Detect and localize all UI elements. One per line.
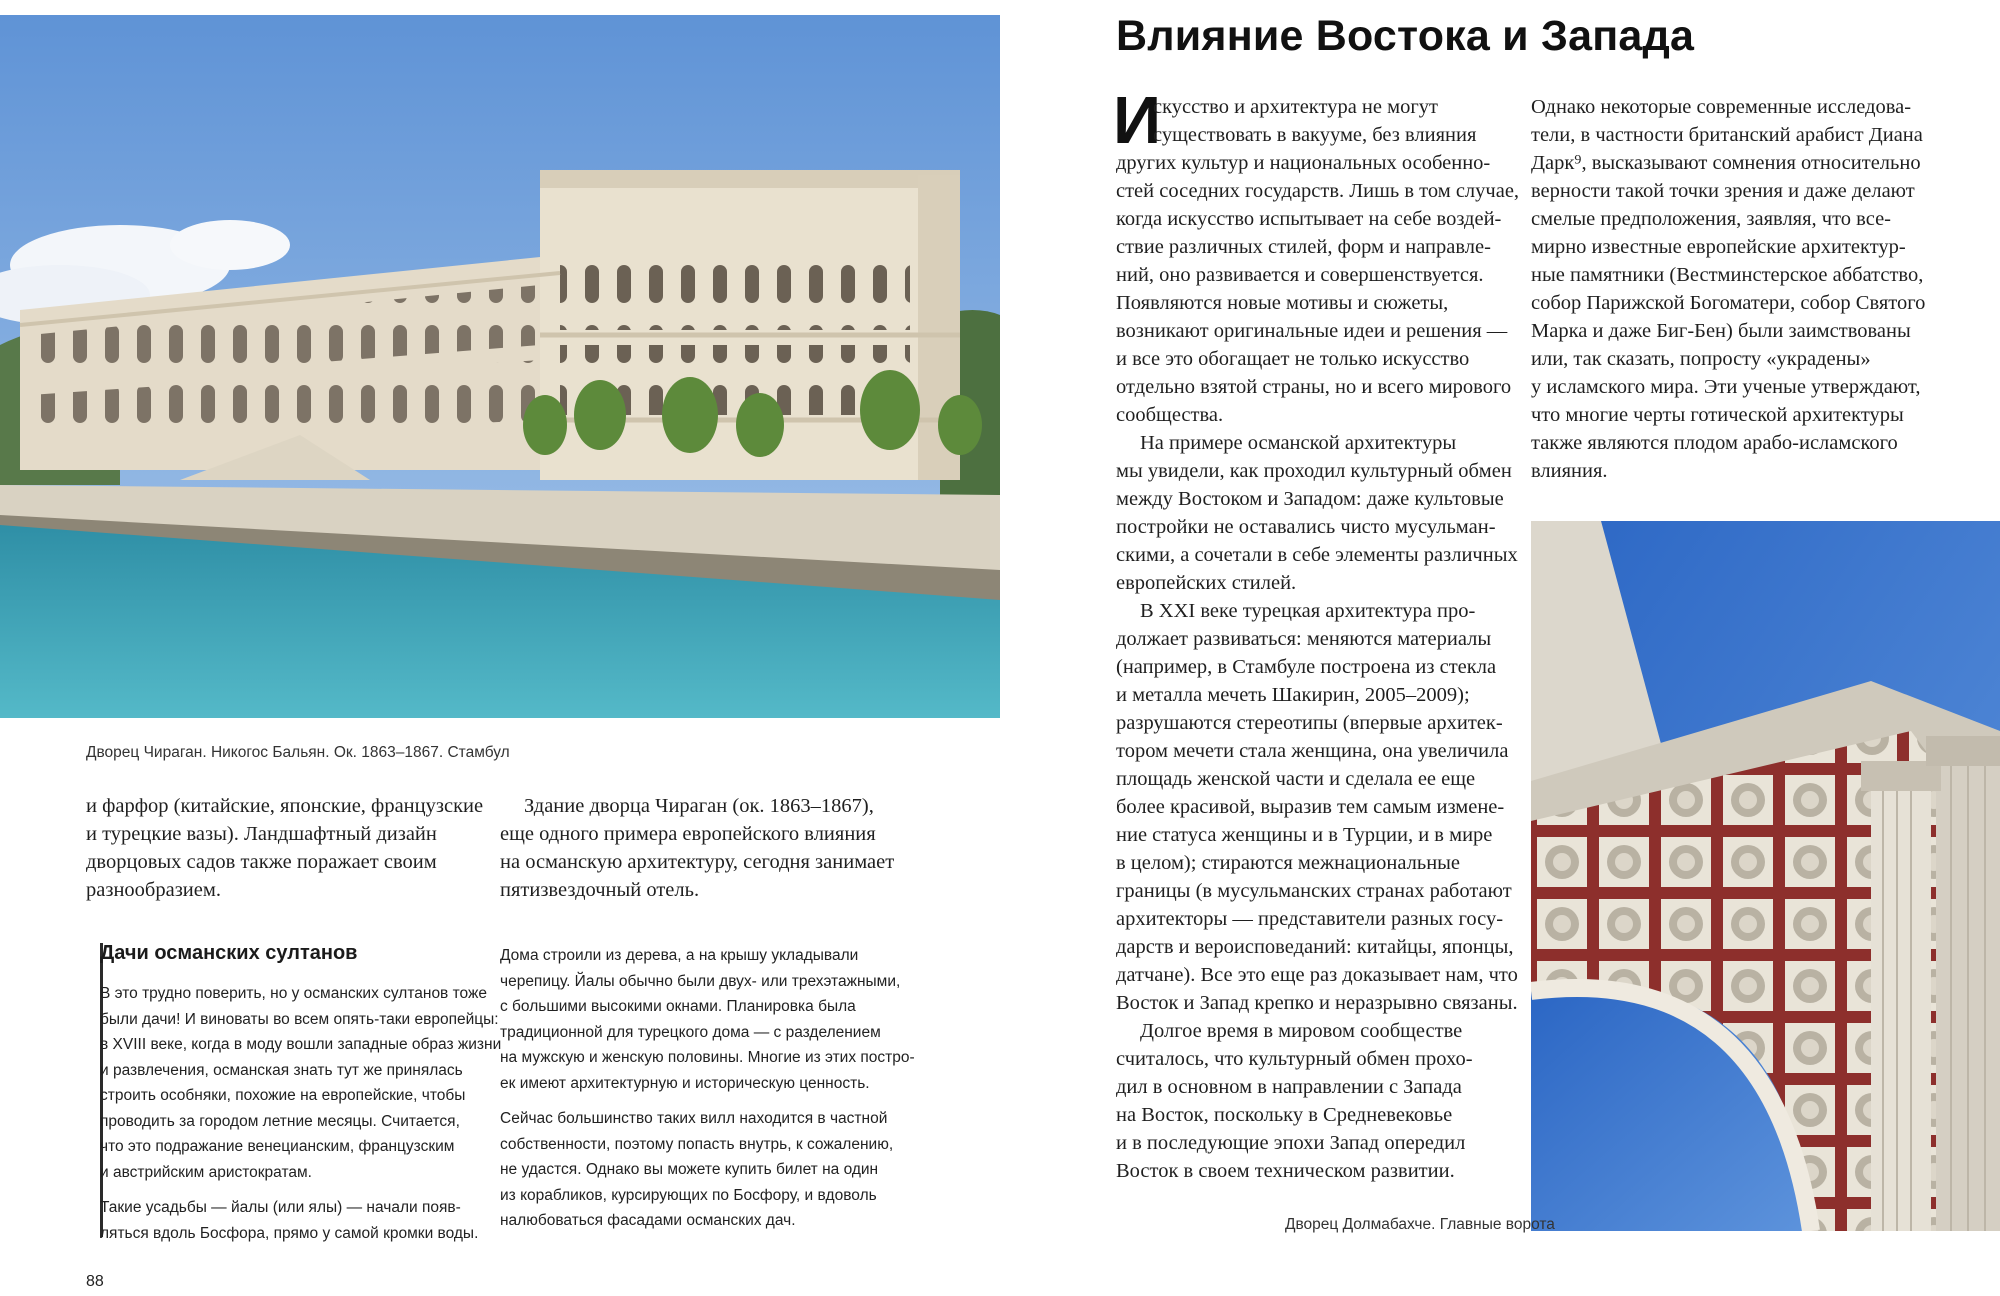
text-line: были дачи! И виноваты во всем опять-таки европейцы: [100, 1010, 499, 1028]
text-line: и фарфор (китайские, японские, французские [86, 795, 484, 817]
text-line: проводить за городом летние месяцы. Считается, [100, 1112, 460, 1130]
text-line: что многие черты готической архитектуры [1531, 404, 1904, 426]
text-line: Появляются новые мотивы и сюжеты, [1116, 292, 1449, 314]
photo-caption-left: Дворец Чираган. Никогос Бальян. Ок. 1863–1867. Стамбул [86, 744, 510, 761]
ciragan-palace-photo [0, 15, 1000, 718]
text-line: скими, а сочетали в себе элементы различных [1116, 544, 1518, 566]
text-line: дарств и вероисповеданий: китайцы, японцы, [1116, 936, 1514, 958]
text-line: Восток и Запад крепко и неразрывно связаны. [1116, 992, 1518, 1014]
text-line: считалось, что культурный обмен прохо- [1116, 1048, 1473, 1070]
text-line: тором мечети стала женщина, она увеличила [1116, 740, 1509, 762]
text-line: и австрийским аристократам. [100, 1163, 312, 1181]
text-line: черепицу. Йалы обычно были двух- или трехэтажными, [500, 972, 901, 990]
text-line: скусство и архитектура не могут [1153, 96, 1438, 118]
text-line: и развлечения, османская знать тут же принялась [100, 1061, 463, 1079]
text-line: возникают оригинальные идеи и решения — [1116, 320, 1508, 342]
text-line: также являются плодом арабо-исламского [1531, 432, 1898, 454]
text-line: в XVIII веке, когда в моду вошли западные образ жизни [100, 1036, 502, 1053]
text-line: и в последующие эпохи Запад опередил [1116, 1132, 1466, 1154]
photo-caption-right: Дворец Долмабахче. Главные ворота [1285, 1216, 1555, 1233]
text-line: европейских стилей. [1116, 572, 1297, 594]
text-line: ек имеют архитектурную и историческую ценность. [500, 1074, 870, 1092]
text-line: ние статуса женщины и в Турции, и в мире [1116, 824, 1493, 846]
text-line: влияния. [1531, 460, 1608, 482]
text-line: дил в основном в направлении с Запада [1116, 1076, 1462, 1098]
text-line: Восток в своем техническом развитии. [1116, 1160, 1455, 1182]
text-line: датчане). Все это еще раз доказывает нам, что [1116, 964, 1518, 986]
text-line: тели, в частности британский арабист Диана [1531, 124, 1923, 146]
text-line: традиционной для турецкого дома — с разделением [500, 1023, 881, 1041]
palace-photo-icon [0, 15, 1000, 718]
text-line: В XXI веке турецкая архитектура про- [1140, 600, 1476, 622]
text-line: более красивой, выразив тем самым измене- [1116, 796, 1505, 818]
text-line: что это подражание венецианским, французским [100, 1138, 455, 1155]
text-line: не удастся. Однако вы можете купить билет на один [500, 1161, 879, 1178]
left-text-column-1 [86, 792, 483, 904]
text-line: Сейчас большинство таких вилл находится в частной [500, 1110, 888, 1127]
text-line: смелые предположения, заявляя, что все- [1531, 208, 1891, 230]
text-line: или, так сказать, попросту «украдены» [1531, 348, 1871, 370]
text-line: Здание дворца Чираган (ок. 1863–1867), [524, 795, 874, 817]
text-line: строить особняки, похожие на европейские, чтобы [100, 1087, 466, 1104]
text-line: у исламского мира. Эти ученые утверждают, [1531, 376, 1921, 398]
right-text-column-2 [1531, 93, 1925, 485]
text-line: должает развиваться: меняются материалы [1116, 628, 1492, 650]
text-line: на османскую архитектуру, сегодня занимает [500, 851, 895, 873]
text-line: Такие усадьбы — йалы (или ялы) — начали появ- [100, 1199, 461, 1216]
text-line: из корабликов, курсирующих по Босфору, и вдоволь [500, 1186, 877, 1204]
text-line: Дарк⁹, высказывают сомнения относительно [1531, 152, 1921, 174]
text-line: и металла мечеть Шакирин, 2005–2009); [1116, 684, 1470, 706]
sidebar-title: Дачи османских султанов [100, 942, 358, 964]
right-text-column-1 [1116, 93, 1519, 1185]
paragraph-gap [500, 1096, 915, 1106]
sidebar-text-column-2 [500, 943, 915, 1234]
text-line: ствие различных стилей, форм и направле- [1116, 236, 1491, 258]
text-line: между Востоком и Западом: даже культовые [1116, 488, 1504, 510]
text-line: ний, оно развивается и совершенствуется. [1116, 264, 1484, 286]
text-line: других культур и национальных особенно- [1116, 152, 1491, 174]
text-line: ляться вдоль Босфора, прямо у самой кромки воды. [100, 1224, 479, 1242]
text-line: Однако некоторые современные исследова- [1531, 96, 1912, 118]
drop-cap: И [1113, 83, 1162, 158]
text-line: стей соседних государств. Лишь в том случае, [1116, 180, 1520, 202]
text-line: существовать в вакууме, без влияния [1153, 124, 1477, 146]
text-line: В это трудно поверить, но у османских султанов тоже [100, 985, 487, 1002]
text-line: налюбоваться фасадами османских дач. [500, 1212, 796, 1229]
text-line: и турецкие вазы). Ландшафтный дизайн [86, 823, 437, 845]
text-line: когда искусство испытывает на себе воздей- [1116, 208, 1502, 230]
text-line: верности такой точки зрения и даже делают [1531, 180, 1915, 202]
text-line: еще одного примера европейского влияния [500, 823, 876, 845]
text-line: Долгое время в мировом сообществе [1140, 1020, 1463, 1042]
text-line: границы (в мусульманских странах работают [1116, 880, 1512, 902]
text-line: разрушаются стереотипы (впервые архитек- [1116, 712, 1503, 734]
page-number: 88 [86, 1273, 104, 1290]
text-line: мы увидели, как проходил культурный обмен [1116, 460, 1512, 482]
text-line: на мужскую и женскую половины. Многие из этих постро- [500, 1049, 915, 1066]
text-line: дворцовых садов также поражает своим [86, 851, 437, 873]
gate-photo-icon [1531, 521, 2000, 1231]
dolmabahce-gate-photo [1531, 521, 2000, 1231]
text-line: с большими высокими окнами. Планировка была [500, 998, 856, 1015]
text-line: разнообразием. [86, 879, 221, 901]
text-line: и все это обогащает не только искусство [1116, 348, 1470, 370]
sidebar-text-column-1 [100, 981, 501, 1246]
text-line: архитекторы — представители разных госу- [1116, 908, 1504, 930]
text-line: постройки не оставались чисто мусульман- [1116, 516, 1496, 538]
text-line: На примере османской архитектуры [1140, 432, 1457, 454]
text-line: Дома строили из дерева, а на крышу укладывали [500, 947, 859, 964]
text-line: в целом); стираются межнациональные [1116, 852, 1461, 874]
paragraph-gap [100, 1185, 501, 1195]
text-line: на Восток, поскольку в Средневековье [1116, 1104, 1453, 1126]
text-line: собственности, поэтому попасть внутрь, к сожалению, [500, 1135, 894, 1153]
left-text-column-2 [500, 792, 894, 904]
text-line: собор Парижской Богоматери, собор Святого [1531, 292, 1926, 314]
text-line: мирно известные европейские архитектур- [1531, 236, 1906, 258]
chapter-heading: Влияние Востока и Запада [1116, 12, 1695, 60]
text-line: (например, в Стамбуле построена из стекла [1116, 656, 1497, 678]
text-line: отдельно взятой страны, но и всего мирового [1116, 376, 1512, 398]
text-line: пятизвездочный отель. [500, 879, 700, 901]
text-line: площадь женской части и сделала ее еще [1116, 768, 1476, 790]
text-line: сообщества. [1116, 404, 1224, 426]
text-line: Марка и даже Биг-Бен) были заимствованы [1531, 320, 1911, 342]
text-line: ные памятники (Вестминстерское аббатство, [1531, 264, 1924, 286]
